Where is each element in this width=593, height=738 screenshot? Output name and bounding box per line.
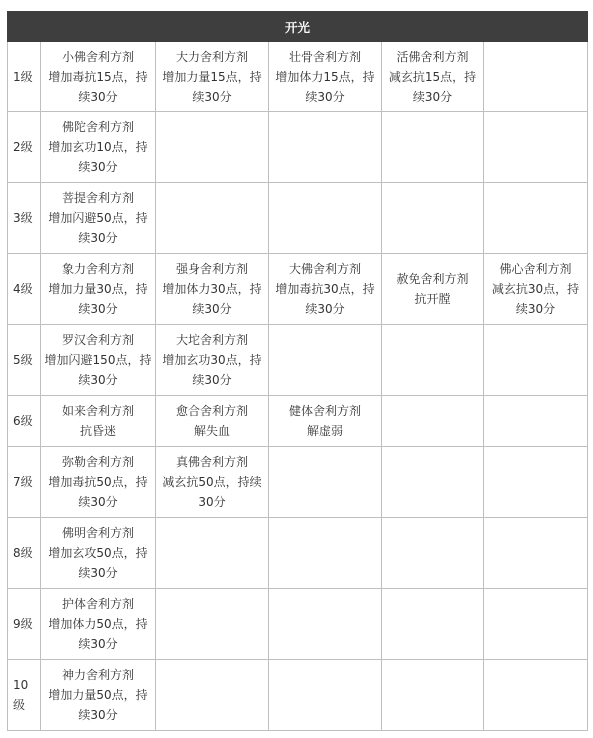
recipe-name: 健体舍利方剂 [288,404,361,418]
recipe-cell [41,112,156,183]
recipe-cell [269,42,382,112]
recipe-name: 大坨舍利方剂 [175,333,248,347]
recipe-effect: 增加毒抗30点，持续30分 [275,282,375,316]
recipe-cell [382,112,484,183]
recipe-cell [382,447,484,518]
level-cell: 2级 [8,112,41,183]
recipe-cell [41,325,156,396]
level-cell: 8级 [8,518,41,589]
recipe-cell [484,396,588,447]
level-cell: 7级 [8,447,41,518]
recipe-cell [484,447,588,518]
table-row [8,42,588,112]
recipe-cell [269,589,382,660]
recipe-cell [156,660,269,731]
recipe-name: 护体舍利方剂 [61,597,134,611]
level-cell: 4级 [8,254,41,325]
table-row [8,396,588,447]
recipe-effect: 增加闪避150点，持续30分 [44,353,152,387]
recipe-effect: 增加玄功10点，持续30分 [48,140,148,174]
recipe-effect: 抗昏迷 [79,424,116,438]
recipe-cell [41,254,156,325]
recipe-name: 愈合舍利方剂 [175,404,248,418]
recipe-cell [41,42,156,112]
recipe-cell [484,518,588,589]
table-row [8,660,588,731]
kaiguang-table [7,11,588,731]
level-cell: 6级 [8,396,41,447]
recipe-cell [484,325,588,396]
table-row [8,518,588,589]
recipe-name: 壮骨舍利方剂 [288,49,361,64]
recipe-name: 赦免舍利方剂 [396,272,469,286]
recipe-cell [269,518,382,589]
recipe-cell [41,660,156,731]
recipe-effect: 增加毒抗15点，持续30分 [48,69,148,104]
recipe-cell [156,325,269,396]
recipe-effect: 增加力量30点，持续30分 [48,282,148,316]
recipe-cell [484,183,588,254]
recipe-cell [484,254,588,325]
recipe-name: 罗汉舍利方剂 [61,333,134,347]
recipe-effect: 增加体力15点，持续30分 [275,69,375,104]
level-cell: 3级 [8,183,41,254]
recipe-effect: 增加力量15点，持续30分 [162,69,262,104]
recipe-cell [269,447,382,518]
recipe-cell [382,518,484,589]
recipe-cell [41,183,156,254]
recipe-name: 大佛舍利方剂 [288,262,361,276]
recipe-cell [156,589,269,660]
header-row [8,12,588,42]
recipe-cell [269,660,382,731]
recipe-effect: 解失血 [193,424,230,438]
recipe-cell [269,254,382,325]
recipe-name: 小佛舍利方剂 [61,49,134,64]
recipe-effect: 减玄抗50点，持续30分 [162,475,262,509]
table-row [8,183,588,254]
recipe-name: 大力舍利方剂 [175,49,248,64]
recipe-effect: 解虚弱 [306,424,343,438]
table-row [8,254,588,325]
level-cell: 1级 [8,42,41,112]
recipe-name: 强身舍利方剂 [175,262,248,276]
recipe-cell [269,112,382,183]
recipe-name: 如来舍利方剂 [61,404,134,418]
level-cell: 9级 [8,589,41,660]
recipe-name: 弥勒舍利方剂 [61,455,134,469]
recipe-cell [269,396,382,447]
recipe-effect: 增加玄功30点，持续30分 [162,353,262,387]
recipe-cell [156,42,269,112]
recipe-effect: 增加体力50点，持续30分 [48,617,148,651]
recipe-cell [382,396,484,447]
recipe-name: 真佛舍利方剂 [175,455,248,469]
level-cell: 10级 [8,660,41,731]
recipe-cell [269,183,382,254]
recipe-cell [41,447,156,518]
recipe-effect: 减玄抗30点，持续30分 [491,282,580,316]
recipe-name: 象力舍利方剂 [61,262,134,276]
recipe-cell [156,447,269,518]
recipe-effect: 减玄抗15点，持续30分 [388,69,477,104]
recipe-cell [156,112,269,183]
recipe-name: 神力舍利方剂 [61,668,134,682]
recipe-cell [382,183,484,254]
recipe-name: 佛明舍利方剂 [61,526,134,540]
recipe-cell [156,518,269,589]
recipe-cell [382,42,484,112]
table-row [8,589,588,660]
recipe-effect: 增加毒抗50点，持续30分 [48,475,148,509]
recipe-name: 活佛舍利方剂 [396,49,469,64]
table-row [8,447,588,518]
recipe-cell [269,325,382,396]
recipe-cell [156,254,269,325]
recipe-name: 佛陀舍利方剂 [61,120,134,134]
table-row [8,325,588,396]
recipe-effect: 增加体力30点，持续30分 [162,282,262,316]
recipe-effect: 增加闪避50点，持续30分 [48,211,148,245]
recipe-cell [156,396,269,447]
recipe-cell [484,660,588,731]
recipe-effect: 增加玄攻50点，持续30分 [48,546,148,580]
recipe-cell [382,325,484,396]
level-cell: 5级 [8,325,41,396]
recipe-cell [41,518,156,589]
recipe-cell [382,660,484,731]
recipe-cell [382,254,484,325]
recipe-cell [41,396,156,447]
recipe-effect: 抗开膛 [414,292,451,306]
table-title: 开光 [8,12,588,42]
recipe-cell [484,42,588,112]
recipe-cell [41,589,156,660]
recipe-name: 菩提舍利方剂 [61,191,134,205]
recipe-cell [156,183,269,254]
recipe-effect: 增加力量50点，持续30分 [48,688,148,722]
recipe-cell [484,112,588,183]
recipe-cell [484,589,588,660]
table-row [8,112,588,183]
recipe-cell [382,589,484,660]
recipe-name: 佛心舍利方剂 [499,262,572,276]
